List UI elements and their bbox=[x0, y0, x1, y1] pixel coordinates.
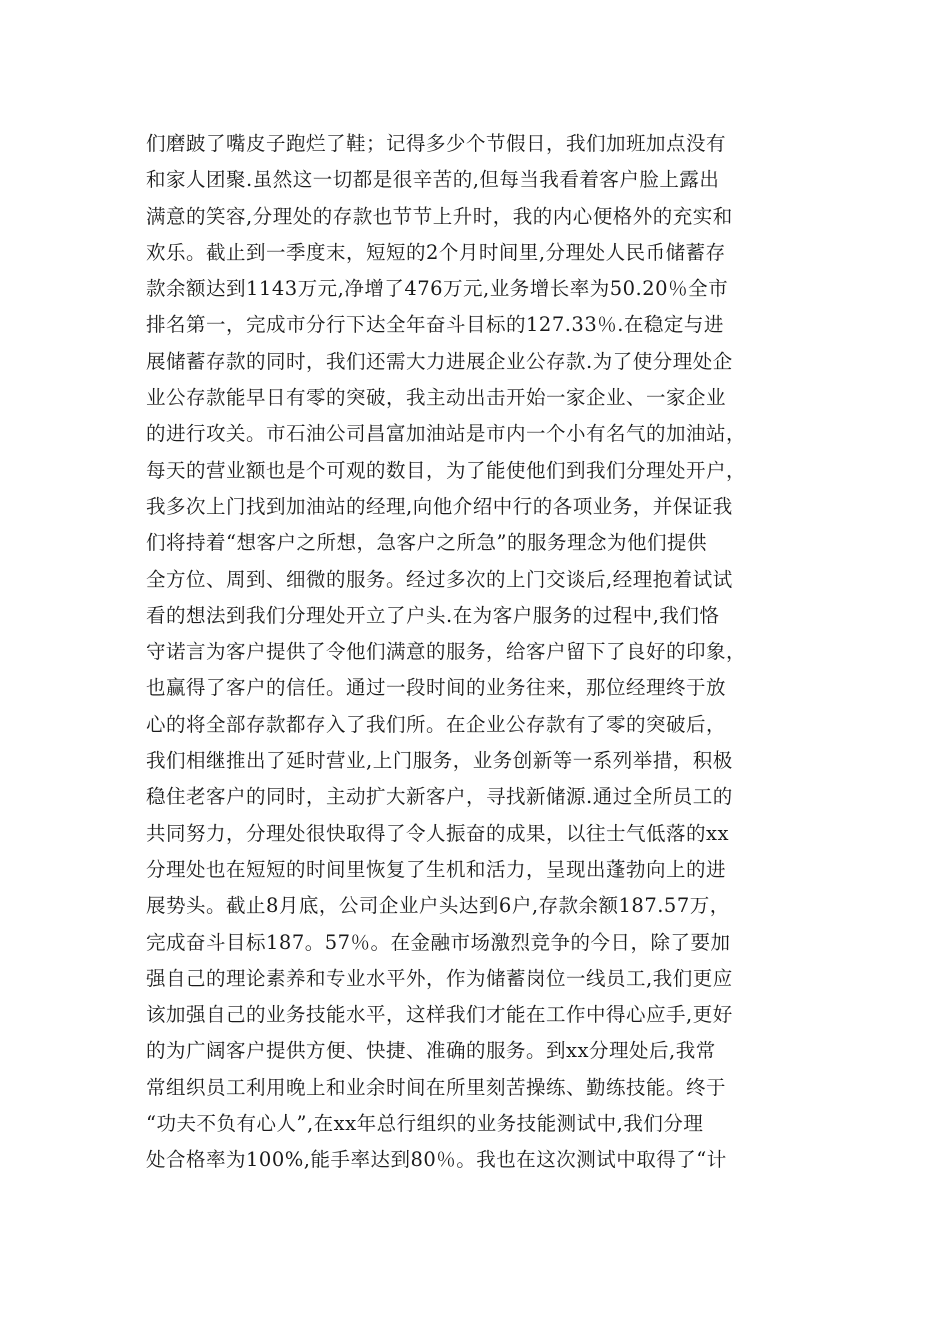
text-line: 分理处也在短短的时间里恢复了生机和活力，呈现出蓬勃向上的进 bbox=[146, 857, 727, 881]
text-line: 们将持着“想客户之所想，急客户之所急”的服务理念为他们提供 bbox=[146, 531, 707, 555]
body-paragraph bbox=[146, 126, 812, 1179]
text-line: 满意的笑容,分理处的存款也节节上升时，我的内心便格外的充实和 bbox=[146, 204, 733, 228]
text-line: 该加强自己的业务技能水平，这样我们才能在工作中得心应手,更好 bbox=[146, 1003, 733, 1027]
text-line: 心的将全部存款都存入了我们所。在企业公存款有了零的突破后， bbox=[146, 712, 727, 736]
text-line: 守诺言为客户提供了令他们满意的服务，给客户留下了良好的印象， bbox=[146, 640, 747, 664]
text-line: 也赢得了客户的信任。通过一段时间的业务往来，那位经理终于放 bbox=[146, 676, 727, 700]
text-line: 共同努力，分理处很快取得了令人振奋的成果，以往士气低落的xx bbox=[146, 821, 729, 845]
text-line: 们磨跛了嘴皮子跑烂了鞋；记得多少个节假日，我们加班加点没有 bbox=[146, 132, 727, 155]
text-line: 常组织员工利用晚上和业余时间在所里刻苦操练、勤练技能。终于 bbox=[146, 1075, 727, 1099]
text-line: 全方位、周到、细微的服务。经过多次的上门交谈后,经理抱着试试 bbox=[146, 567, 733, 591]
text-line: 业公存款能早日有零的突破，我主动出击开始一家企业、一家企业 bbox=[146, 386, 727, 410]
text-line: 完成奋斗目标187。57％。在金融市场激烈竞争的今日，除了要加 bbox=[146, 930, 731, 954]
text-line: 展储蓄存款的同时，我们还需大力进展企业公存款.为了使分理处企 bbox=[146, 349, 733, 373]
text-line: 欢乐。截止到一季度末，短短的2个月时间里,分理处人民币储蓄存 bbox=[146, 240, 726, 264]
text-line: 和家人团聚.虽然这一切都是很辛苦的,但每当我看着客户脸上露出 bbox=[146, 168, 720, 192]
text-line: 的为广阔客户提供方便、快捷、准确的服务。到xx分理处后,我常 bbox=[146, 1039, 716, 1063]
text-line: 我多次上门找到加油站的经理,向他介绍中行的各项业务，并保证我 bbox=[146, 494, 733, 518]
text-line: 排名第一，完成市分行下达全年奋斗目标的127.33％.在稳定与进 bbox=[146, 313, 724, 337]
text-line: 稳住老客户的同时，主动扩大新客户，寻找新储源.通过全所员工的 bbox=[146, 785, 733, 809]
text-line: 每天的营业额也是个可观的数目，为了能使他们到我们分理处开户， bbox=[146, 458, 747, 482]
text-line: 看的想法到我们分理处开立了户头.在为客户服务的过程中,我们恪 bbox=[146, 603, 720, 627]
text-line: 款余额达到1143万元,净增了476万元,业务增长率为50.20％全市 bbox=[146, 277, 729, 301]
text-line: 的进行攻关。市石油公司昌富加油站是市内一个小有名气的加油站， bbox=[146, 422, 747, 446]
text-line: 我们相继推出了延时营业,上门服务，业务创新等一系列举措，积极 bbox=[146, 749, 733, 773]
text-line: “功夫不负有心人”,在xx年总行组织的业务技能测试中,我们分理 bbox=[146, 1112, 704, 1136]
text-line: 展势头。截止8月底，公司企业户头达到6户,存款余额187.57万， bbox=[146, 894, 730, 918]
text-line: 处合格率为100%,能手率达到80％。我也在这次测试中取得了“计 bbox=[146, 1148, 727, 1172]
text-line: 强自己的理论素养和专业水平外，作为储蓄岗位一线员工,我们更应 bbox=[146, 966, 733, 990]
